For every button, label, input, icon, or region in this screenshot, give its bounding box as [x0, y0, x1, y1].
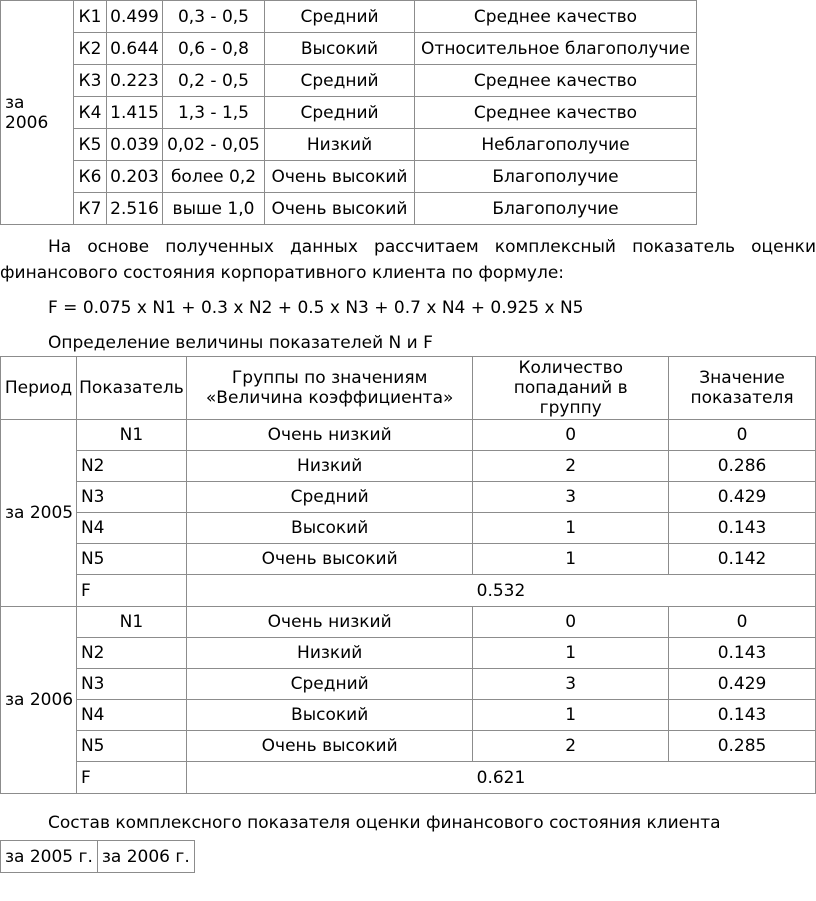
- group-cell: Средний: [186, 482, 472, 513]
- table-row: [1, 129, 697, 161]
- coef-code: К1: [74, 1, 107, 33]
- value-cell: 0: [669, 420, 816, 451]
- group-cell: Очень высокий: [186, 731, 472, 762]
- table-row: [1, 482, 816, 513]
- coef-value: 2.516: [107, 193, 163, 225]
- count-cell: 2: [473, 731, 669, 762]
- table-header-row: [1, 357, 816, 420]
- value-cell: 0.143: [669, 638, 816, 669]
- header-value: Значение показателя: [669, 357, 816, 420]
- indicator-cell: N2: [76, 451, 186, 482]
- composition-table: [0, 840, 195, 873]
- count-cell: 0: [473, 420, 669, 451]
- table-row: [1, 841, 195, 873]
- indicator-cell: N3: [76, 482, 186, 513]
- indicator-cell: N1: [76, 420, 186, 451]
- coef-range: 0,2 - 0,5: [163, 65, 265, 97]
- indicator-cell: N5: [76, 544, 186, 575]
- coef-range: более 0,2: [163, 161, 265, 193]
- indicator-cell: N5: [76, 731, 186, 762]
- count-cell: 1: [473, 544, 669, 575]
- table-row: [1, 669, 816, 700]
- table-row: [1, 65, 697, 97]
- indicator-cell: N2: [76, 638, 186, 669]
- coef-value: 0.223: [107, 65, 163, 97]
- period-cell: за 2005: [1, 420, 77, 607]
- coef-quality: Благополучие: [415, 161, 697, 193]
- coef-value: 0.039: [107, 129, 163, 161]
- group-cell: Очень низкий: [186, 607, 472, 638]
- count-cell: 1: [473, 700, 669, 731]
- indicator-cell: N1: [76, 607, 186, 638]
- coef-quality: Благополучие: [415, 193, 697, 225]
- count-cell: 2: [473, 451, 669, 482]
- intro-paragraph: На основе полученных данных рассчитаем комплексный показатель оценки финансового состояния корпоративного клиента по формуле:: [0, 237, 816, 283]
- header-period: Период: [1, 357, 77, 420]
- f-row: [1, 762, 816, 794]
- indicator-cell: N3: [76, 669, 186, 700]
- coef-range: 0,02 - 0,05: [163, 129, 265, 161]
- table-row: [1, 97, 697, 129]
- table-row: [1, 607, 816, 638]
- n-f-indicators-table: [0, 356, 816, 794]
- value-cell: 0.143: [669, 513, 816, 544]
- coef-level: Средний: [265, 1, 415, 33]
- group-cell: Низкий: [186, 638, 472, 669]
- f-value-cell: 0.532: [186, 575, 815, 607]
- coef-value: 0.499: [107, 1, 163, 33]
- f-row: [1, 575, 816, 607]
- value-cell: 0.429: [669, 482, 816, 513]
- table-row: [1, 33, 697, 65]
- f-label-cell: F: [76, 575, 186, 607]
- table-row: [1, 193, 697, 225]
- coef-code: К5: [74, 129, 107, 161]
- period-cell: за 2006: [1, 607, 77, 794]
- coef-level: Очень высокий: [265, 161, 415, 193]
- coef-level: Средний: [265, 65, 415, 97]
- table-row: [1, 1, 697, 33]
- group-cell: Очень низкий: [186, 420, 472, 451]
- indicator-cell: N4: [76, 700, 186, 731]
- header-2006: за 2006 г.: [97, 841, 194, 873]
- table-row: [1, 638, 816, 669]
- value-cell: 0.285: [669, 731, 816, 762]
- value-cell: 0: [669, 607, 816, 638]
- coef-value: 1.415: [107, 97, 163, 129]
- count-cell: 1: [473, 638, 669, 669]
- coef-quality: Среднее качество: [415, 1, 697, 33]
- table-row: [1, 451, 816, 482]
- coef-code: К2: [74, 33, 107, 65]
- table-row: [1, 700, 816, 731]
- table-row: [1, 731, 816, 762]
- table3-caption: Состав комплексного показателя оценки финансового состояния клиента: [48, 813, 721, 833]
- group-cell: Высокий: [186, 513, 472, 544]
- indicator-cell: N4: [76, 513, 186, 544]
- f-value-cell: 0.621: [186, 762, 815, 794]
- header-indicator: Показатель: [76, 357, 186, 420]
- coef-range: выше 1,0: [163, 193, 265, 225]
- table-row: [1, 420, 816, 451]
- table-row: [1, 513, 816, 544]
- coef-level: Высокий: [265, 33, 415, 65]
- f-label-cell: F: [76, 762, 186, 794]
- formula: F = 0.075 x N1 + 0.3 x N2 + 0.5 x N3 + 0.7 x N4 + 0.925 x N5: [48, 298, 584, 318]
- coef-code: К7: [74, 193, 107, 225]
- group-cell: Высокий: [186, 700, 472, 731]
- coef-quality: Относительное благополучие: [415, 33, 697, 65]
- table2-caption: Определение величины показателей N и F: [48, 333, 433, 353]
- coef-quality: Среднее качество: [415, 65, 697, 97]
- coefficients-table: [0, 0, 697, 225]
- coef-quality: Неблагополучие: [415, 129, 697, 161]
- coef-level: Средний: [265, 97, 415, 129]
- period-cell: за 2006: [1, 1, 74, 225]
- header-groups: Группы по значениям «Величина коэффициента»: [186, 357, 472, 420]
- coef-value: 0.203: [107, 161, 163, 193]
- coef-value: 0.644: [107, 33, 163, 65]
- coef-code: К6: [74, 161, 107, 193]
- header-count: Количество попаданий в группу: [473, 357, 669, 420]
- coef-range: 0,6 - 0,8: [163, 33, 265, 65]
- count-cell: 0: [473, 607, 669, 638]
- coef-quality: Среднее качество: [415, 97, 697, 129]
- value-cell: 0.143: [669, 700, 816, 731]
- coef-range: 1,3 - 1,5: [163, 97, 265, 129]
- group-cell: Средний: [186, 669, 472, 700]
- group-cell: Низкий: [186, 451, 472, 482]
- header-2005: за 2005 г.: [1, 841, 98, 873]
- count-cell: 1: [473, 513, 669, 544]
- coef-code: К3: [74, 65, 107, 97]
- coef-level: Низкий: [265, 129, 415, 161]
- count-cell: 3: [473, 482, 669, 513]
- table-row: [1, 161, 697, 193]
- group-cell: Очень высокий: [186, 544, 472, 575]
- value-cell: 0.142: [669, 544, 816, 575]
- value-cell: 0.429: [669, 669, 816, 700]
- coef-code: К4: [74, 97, 107, 129]
- value-cell: 0.286: [669, 451, 816, 482]
- coef-level: Очень высокий: [265, 193, 415, 225]
- coef-range: 0,3 - 0,5: [163, 1, 265, 33]
- table-row: [1, 544, 816, 575]
- count-cell: 3: [473, 669, 669, 700]
